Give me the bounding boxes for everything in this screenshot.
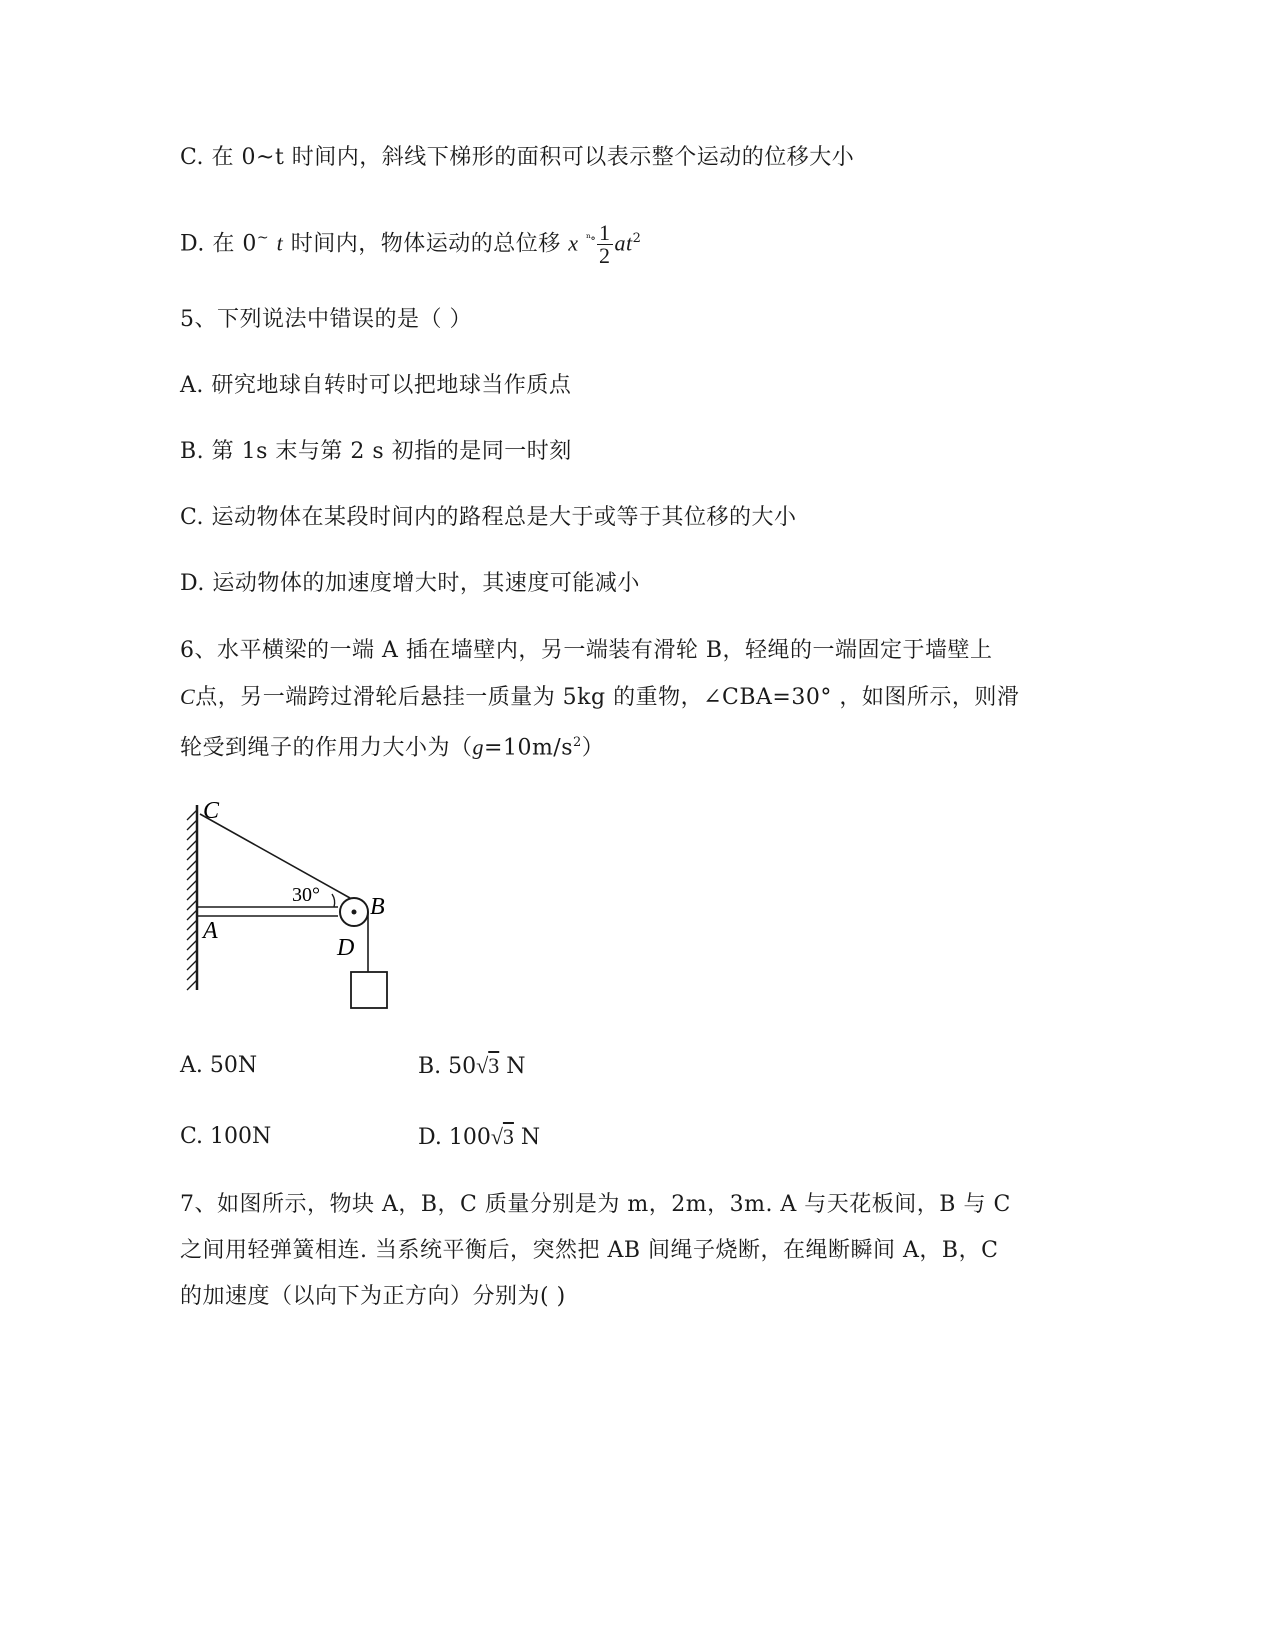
q6-option-d (418, 1122, 540, 1153)
pulley-diagram (170, 790, 410, 1020)
q6-stem-line1: 6、水平横梁的一端 A 插在墙壁内，另一端装有滑轮 B，轻绳的一端固定于墙壁上 (180, 638, 993, 663)
q6-option-b (418, 1051, 525, 1082)
q4-d-sup: 2 (632, 231, 642, 247)
q7-stem-line3: 的加速度（以向下为正方向）分别为( ) (180, 1284, 566, 1309)
q4-d-mid: 时间内，物体运动的总位移 (283, 231, 561, 257)
label-d: D (337, 935, 355, 961)
q6-option-c: C. 100N (180, 1124, 272, 1149)
q6-line3-suffix: =10m/s (484, 735, 574, 761)
q7-stem-line2: 之间用轻弹簧相连. 当系统平衡后，突然把 AB 间绳子烧断，在绳断瞬间 A，B，C (180, 1238, 999, 1263)
label-c: C (203, 798, 220, 824)
q4-option-c: C. 在 0~t 时间内，斜线下梯形的面积可以表示整个运动的位移大小 (180, 145, 855, 170)
q6-sup: 2 (573, 735, 582, 750)
q5-option-c: C. 运动物体在某段时间内的路程总是大于或等于其位移的大小 (180, 505, 797, 530)
q6-d-prefix: D. 100 (418, 1125, 491, 1150)
q6-b-rad: 3 (488, 1053, 500, 1078)
q6-stem-line3 (180, 728, 604, 763)
q6-b-prefix: B. 50 (418, 1054, 477, 1079)
label-a: A (203, 918, 218, 944)
q6-line3-prefix: 轮受到绳子的作用力大小为（ (180, 735, 473, 761)
label-b: B (370, 894, 385, 920)
pulley-axle (352, 910, 357, 915)
q6-d-rad: 3 (502, 1124, 514, 1149)
q6-b-sqrt: √3 (476, 1053, 500, 1078)
q4-d-t: t (276, 230, 284, 256)
q4-d-prefix: D. 在 0 (180, 231, 257, 257)
q4-d-tilde: ~ (256, 230, 270, 247)
q5-option-b: B. 第 1s 末与第 2 s 初指的是同一时刻 (180, 439, 572, 464)
q7-stem-line1: 7、如图所示，物块 A，B，C 质量分别是为 m，2m，3m. A 与天花板间，B 与 C (180, 1192, 1011, 1217)
q4-option-d (180, 222, 641, 267)
q6-line3-close: ） (581, 735, 605, 761)
q6-g: g (472, 734, 485, 760)
q6-stem-line2 (180, 682, 1019, 713)
q4-d-frac-num: 1 (599, 220, 611, 245)
q4-d-frac-den: 2 (599, 243, 611, 268)
q6-option-a: A. 50N (180, 1053, 258, 1078)
q4-d-x: x (568, 230, 579, 256)
q5-option-d: D. 运动物体的加速度增大时，其速度可能减小 (180, 571, 640, 596)
q4-d-at: at (614, 230, 633, 256)
q6-line2-rest: 点，另一端跨过滑轮后悬挂一质量为 5kg 的重物，∠CBA=30° ，如图所示，则滑 (195, 685, 1020, 710)
angle-arc (332, 894, 335, 907)
q5-stem: 5、下列说法中错误的是（ ） (180, 307, 472, 332)
label-angle: 30° (292, 884, 320, 906)
wall-hatching (187, 810, 197, 990)
q6-d-unit: N (520, 1125, 541, 1150)
q6-b-unit: N (506, 1054, 526, 1079)
q6-c-label: C (180, 684, 196, 709)
weight-block (351, 972, 387, 1008)
q6-d-sqrt: √3 (490, 1124, 514, 1149)
q5-option-a: A. 研究地球自转时可以把地球当作质点 (180, 373, 572, 398)
q4-d-glyph: ⁿ∘ (585, 231, 596, 246)
q4-d-fraction (597, 222, 613, 267)
rope-cb (200, 814, 350, 898)
